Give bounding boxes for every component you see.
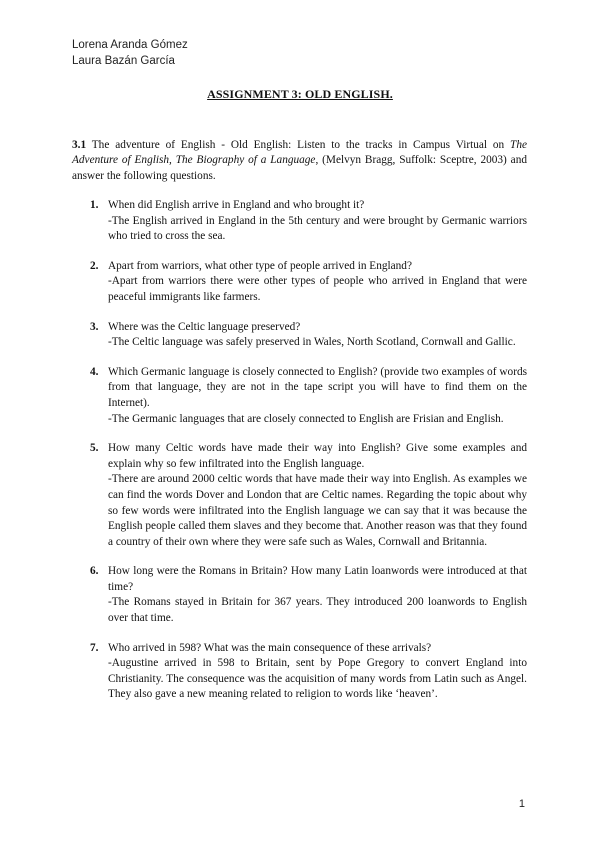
question-number: 7.: [90, 641, 99, 654]
question-item: [72, 320, 527, 351]
question-text: Apart from warriors, what other type of people arrived in England?: [108, 259, 412, 272]
book-title: The Adventure of English, The Biography of a Language: [72, 139, 527, 167]
question-number: 6.: [90, 565, 99, 578]
question-number: 5.: [90, 442, 99, 455]
spacer: [72, 427, 527, 441]
answer-text: -The English arrived in England in the 5th century and were brought by Germanic warriors who tried to cross the sea.: [108, 214, 527, 243]
intro-paragraph: [72, 138, 527, 184]
spacer: [72, 550, 527, 564]
question-list: [72, 198, 527, 703]
answer-text: -The Romans stayed in Britain for 367 years. They introduced 200 loanwords to English over that time.: [108, 596, 527, 625]
answer-text: -Augustine arrived in 598 to Britain, sent by Pope Gregory to convert England into Christianity. The consequence was the acquisition of many words from Latin such as Angel. They also gave a new meaning related to religion to words like ‘heaven’.: [108, 657, 527, 701]
question-number: 1.: [90, 199, 99, 211]
question-number: 4.: [90, 365, 99, 378]
question-item: [72, 641, 527, 703]
question-item: [72, 259, 527, 306]
author-block: [72, 37, 188, 69]
author-name-1: Lorena Aranda Gómez: [72, 39, 188, 51]
answer-text: -Apart from warriors there were other types of people who arrived in England that were peaceful immigrants like farmers.: [108, 275, 527, 303]
question-text: Which Germanic language is closely connected to English? (provide two examples of words from that language, they are not in the tape script you will have to find them on the Internet).: [108, 365, 527, 409]
question-item: [72, 564, 527, 626]
question-item: [72, 441, 527, 550]
question-number: 2.: [90, 259, 99, 272]
question-item: [72, 198, 527, 245]
spacer: [72, 627, 527, 641]
answer-text: -The Germanic languages that are closely connected to English are Frisian and English.: [108, 412, 504, 425]
answer-text: -There are around 2000 celtic words that have made their way into English. As examples we can find the words Dover and London that are Celtic names. Regarding the topic about why so few words were infiltrated into the English language we can say that it was because the English people called them slaves and they become that. Another reason was that they found a country of their own where they were safe such as Wales, Cornwall and Britannia.: [108, 473, 527, 548]
page-number: 1: [518, 798, 525, 810]
spacer: [72, 351, 527, 365]
question-text: Where was the Celtic language preserved?: [108, 320, 301, 333]
assignment-title: ASSIGNMENT 3: OLD ENGLISH.: [207, 87, 393, 101]
section-number: 3.1: [72, 139, 87, 151]
answer-text: -The Celtic language was safely preserved in Wales, North Scotland, Cornwall and Gallic.: [108, 336, 516, 349]
question-number: 3.: [90, 320, 99, 333]
author-name-2: Laura Bazán García: [72, 55, 175, 67]
intro-text-after: , (Melvyn Bragg, Suffolk: Sceptre, 2003) and answer the following questions.: [72, 154, 527, 182]
spacer: [72, 306, 527, 320]
question-text: Who arrived in 598? What was the main consequence of these arrivals?: [108, 641, 432, 654]
question-text: How many Celtic words have made their way into English? Give some examples and explain why so few infiltrated into the English language.: [108, 442, 527, 470]
intro-text-before: The adventure of English - Old English: Listen to the tracks in Campus Virtual on: [86, 139, 511, 151]
question-text: When did English arrive in England and who brought it?: [108, 199, 365, 211]
question-item: [72, 365, 527, 427]
spacer: [72, 245, 527, 259]
question-text: How long were the Romans in Britain? How many Latin loanwords were introduced at that time?: [108, 565, 527, 593]
